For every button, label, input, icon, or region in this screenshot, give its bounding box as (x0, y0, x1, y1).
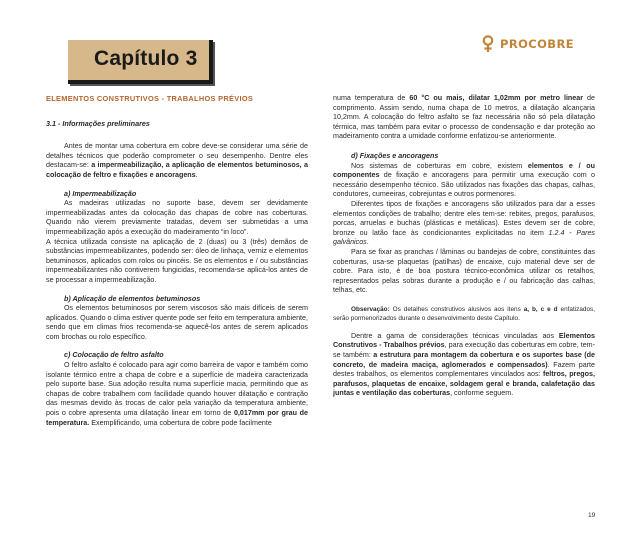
heading-fixacoes: d) Fixações e ancoragens (351, 151, 439, 160)
intro-paragraph: Antes de montar uma cobertura em cobre deve-se considerar uma série de detalhes técnicos que poderão comprometer o seu desempenho. Dentre eles destacam-se: a impermeabilização, a aplicação de elementos betuminosos, a colocação de feltro e fixações e ancoragens. (46, 142, 308, 179)
paragraph: Os elementos betuminosos por serem viscosos são mais difíceis de serem aplicados. Quando o clima estiver quente pode ser feito em temperatura ambiente, sendo que em climas frios recomenda-se aquecê-los antes de serem aplicados com brochas ou rolo específico. (46, 304, 308, 341)
paragraph: As madeiras utilizadas no suporte base, devem ser devidamente impermeabilizadas antes da colocação das chapas de cobre nas coberturas. Quando não vierem previamente tratadas, devem ser submetidas a uma impermeabilização após a execução do madeiramento “in loco”. (46, 199, 308, 236)
subsection-title: 3.1 - Informações preliminares (46, 118, 150, 128)
paragraph: Dentre a gama de considerações técnicas vinculadas aos Elementos Construtivos - Trabalhos prévios, para execução das coberturas em cobre, tem-se também: a estrutura para montagem da cobertura e os suportes base (de concreto, de madeira maciça, aglomerados e compensados). Fazem parte destes trabalhos, os elementos complementares vinculados aos: feltros, pregos, parafusos, plaquetas de encaixe, soldagem geral e branda, calafetação das juntas e ventilação das coberturas, conforme seguem. (333, 331, 595, 398)
heading-impermeabilizacao: a) Impermeabilização (64, 189, 137, 198)
paragraph: numa temperatura de 60 °C ou mais, dilatar 1,02mm por metro linear de comprimento. Assim sendo, numa chapa de 10 metros, a dilatação alcançaria 10,2mm. A colocação do feltro asfalto se faz necessária não só pela dilatação térmica, mas também para evitar o processo de condensação e dar proteção ao madeiramento contra a umidade conforme enfatizou-se anteriormente. (333, 94, 595, 141)
paragraph: Nos sistemas de coberturas em cobre, existem elementos e / ou componentes de fixação e ancoragens para permitir uma execução com o necessário desempenho técnico. São utilizados nas fixações das chapas, calhas, condutores, cumeeiras, cobrejuntas e outros pormenores. (333, 161, 595, 199)
paragraph: Diferentes tipos de fixações e ancoragens são utilizados para dar a esses elementos condições de trabalho; dentre eles tem-se: rebites, pregos, parafusos, porcas, arruelas e buchas (plásticas e metálicas). Estes devem ser de cobre, bronze ou latão face às condicionantes explicitadas no item 1.2.4 - Pares galvânicos. (333, 199, 595, 247)
heading-feltro-asfalto: c) Colocação de feltro asfalto (64, 351, 164, 360)
right-column (333, 94, 595, 399)
chapter-title: Capítulo 3 (94, 47, 198, 70)
left-column (46, 94, 308, 428)
page-number: 19 (588, 512, 596, 519)
paragraph: Para se fixar as pranchas / lâminas ou bandejas de cobre, constituintes das coberturas, usa-se plaquetas (patilhas) de encaixe, cujo material deve ser de cobre. Para isto, é de boa postura técnico-econômica utilizar os retalhos, representados pelas sobras durante a produção e / ou fabricação das calhas, telhas, etc. (333, 247, 595, 295)
paragraph: O feltro asfalto é colocado para agir como barreira de vapor e também como isolante térmico entre a chapa de cobre e a superfície de madeira caracterizada pelo suporte base. Sua adoção resulta numa superfície macia, permitindo que as chapas de cobre trabalhem com facilidade quando houver dilatação e contração das mesmas devido às trocas de calor pela variação da temperatura ambiente, pois o cobre apresenta uma dilatação linear em torno de 0,017mm por grau de temperatura. Exemplificando, uma cobertura de cobre pode facilmente (46, 361, 308, 427)
copper-venus-icon (481, 35, 495, 53)
heading-betuminosos: b) Aplicação de elementos betuminosos (64, 294, 201, 303)
logo-text: PROCOBRE (500, 37, 574, 51)
procobre-logo (481, 35, 574, 53)
paragraph: A técnica utilizada consiste na aplicação de 2 (duas) ou 3 (três) demãos de substâncias impermeabilizantes, podendo ser: óleo de linhaça, verniz e elementos betuminosos, aplicados com rolos ou pincéis. Se os elementos e / ou substâncias impermeabilizantes não contiverem fungicidas, recomenda-se aplicá-los antes de se processar a impermeabilização. (46, 237, 308, 284)
section-title: ELEMENTOS CONSTRUTIVOS - TRABALHOS PRÉVIOS (46, 94, 254, 103)
observation-note: Observação: Os detalhes construtivos alusivos aos itens a, b, c e d enfatizados, serão pormenorizados durante o desenvolvimento deste Capítulo. (333, 305, 595, 322)
